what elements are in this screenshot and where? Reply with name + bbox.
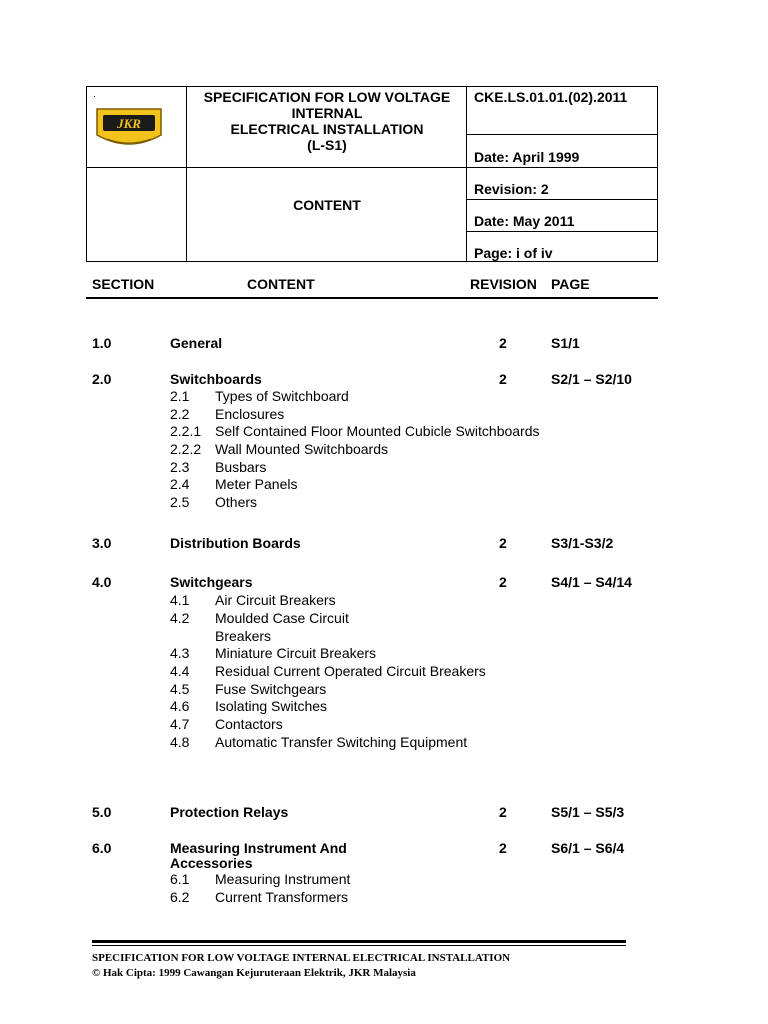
section-title-continued: Accessories [170, 855, 253, 871]
subsection-label-continued: Breakers [215, 628, 272, 644]
revision-date: Date: May 2011 [474, 213, 575, 229]
revision-number: Revision: 2 [474, 181, 549, 197]
subsection-label: Isolating Switches [215, 698, 328, 714]
subsection-label: Contactors [215, 716, 283, 732]
section-title: Measuring Instrument And [170, 840, 347, 856]
header-dot: . [93, 89, 96, 100]
section-title: Switchgears [170, 574, 253, 590]
section-number: 6.0 [92, 840, 112, 856]
title-line-2: INTERNAL [291, 105, 363, 121]
section-revision: 2 [499, 840, 507, 856]
header-rule [86, 297, 658, 299]
section-page: S3/1-S3/2 [551, 535, 614, 551]
subsection-number: 4.2 [170, 610, 190, 626]
subsection-number: 2.4 [170, 476, 190, 492]
page-indicator: Page: i of iv [474, 245, 553, 261]
document-code: CKE.LS.01.01.(02).2011 [474, 89, 628, 105]
section-title: Switchboards [170, 371, 262, 387]
section-revision: 2 [499, 804, 507, 820]
subsection-number: 6.1 [170, 871, 190, 887]
column-header-page: PAGE [551, 276, 590, 292]
subsection-number: 4.1 [170, 592, 190, 608]
section-title: General [170, 335, 223, 351]
section-number: 5.0 [92, 804, 112, 820]
section-page: S1/1 [551, 335, 580, 351]
subsection-label: Moulded Case Circuit [215, 610, 349, 626]
section-page: S4/1 – S4/14 [551, 574, 632, 590]
subsection-label: Self Contained Floor Mounted Cubicle Switchboards [215, 423, 540, 439]
column-header-content: CONTENT [247, 276, 315, 292]
subsection-number: 4.6 [170, 698, 190, 714]
title-line-3: ELECTRICAL INSTALLATION [230, 121, 424, 137]
issue-date: Date: April 1999 [474, 149, 580, 165]
section-number: 2.0 [92, 371, 112, 387]
footer-rule-thick [92, 940, 626, 943]
subsection-label: Busbars [215, 459, 267, 475]
section-revision: 2 [499, 574, 507, 590]
subsection-number: 2.2.1 [170, 423, 202, 439]
title-line-4: (L-S1) [307, 137, 347, 153]
title-line-1: SPECIFICATION FOR LOW VOLTAGE [203, 89, 451, 105]
document-header-table [86, 86, 658, 262]
column-header-section: SECTION [92, 276, 155, 292]
subsection-number: 4.8 [170, 734, 190, 750]
document-title [188, 89, 466, 153]
subsection-number: 4.3 [170, 645, 190, 661]
logo-text: JKR [117, 116, 141, 131]
footer-rule-thin [92, 945, 626, 946]
section-title: Distribution Boards [170, 535, 301, 551]
footer-copyright: © Hak Cipta: 1999 Cawangan Kejuruteraan Elektrik, JKR Malaysia [92, 967, 416, 979]
subsection-number: 4.5 [170, 681, 190, 697]
subsection-label: Miniature Circuit Breakers [215, 645, 377, 661]
subsection-number: 2.5 [170, 494, 190, 510]
subsection-label: Automatic Transfer Switching Equipment [215, 734, 468, 750]
subsection-label: Air Circuit Breakers [215, 592, 336, 608]
subsection-label: Others [215, 494, 258, 510]
section-page: S2/1 – S2/10 [551, 371, 632, 387]
subsection-label: Meter Panels [215, 476, 298, 492]
subsection-label: Types of Switchboard [215, 388, 349, 404]
subsection-label: Fuse Switchgears [215, 681, 327, 697]
subsection-number: 4.7 [170, 716, 190, 732]
subsection-number: 4.4 [170, 663, 190, 679]
subsection-label: Measuring Instrument [215, 871, 351, 887]
column-header-revision: REVISION [470, 276, 537, 292]
subsection-label: Wall Mounted Switchboards [215, 441, 389, 457]
section-revision: 2 [499, 335, 507, 351]
subsection-label: Residual Current Operated Circuit Breakers [215, 663, 486, 679]
section-page: S6/1 – S6/4 [551, 840, 625, 856]
section-number: 3.0 [92, 535, 112, 551]
subsection-number: 2.3 [170, 459, 190, 475]
section-revision: 2 [499, 371, 507, 387]
subsection-label: Enclosures [215, 406, 285, 422]
section-revision: 2 [499, 535, 507, 551]
section-title: Protection Relays [170, 804, 289, 820]
subsection-label: Current Transformers [215, 889, 349, 905]
subsection-number: 2.2.2 [170, 441, 202, 457]
section-number: 1.0 [92, 335, 112, 351]
section-number: 4.0 [92, 574, 112, 590]
subsection-number: 6.2 [170, 889, 190, 905]
subsection-number: 2.1 [170, 388, 190, 404]
footer-title: SPECIFICATION FOR LOW VOLTAGE INTERNAL ELECTRICAL INSTALLATION [92, 952, 511, 964]
content-label: CONTENT [293, 197, 361, 213]
jkr-logo [93, 101, 165, 151]
subsection-number: 2.2 [170, 406, 190, 422]
section-page: S5/1 – S5/3 [551, 804, 625, 820]
